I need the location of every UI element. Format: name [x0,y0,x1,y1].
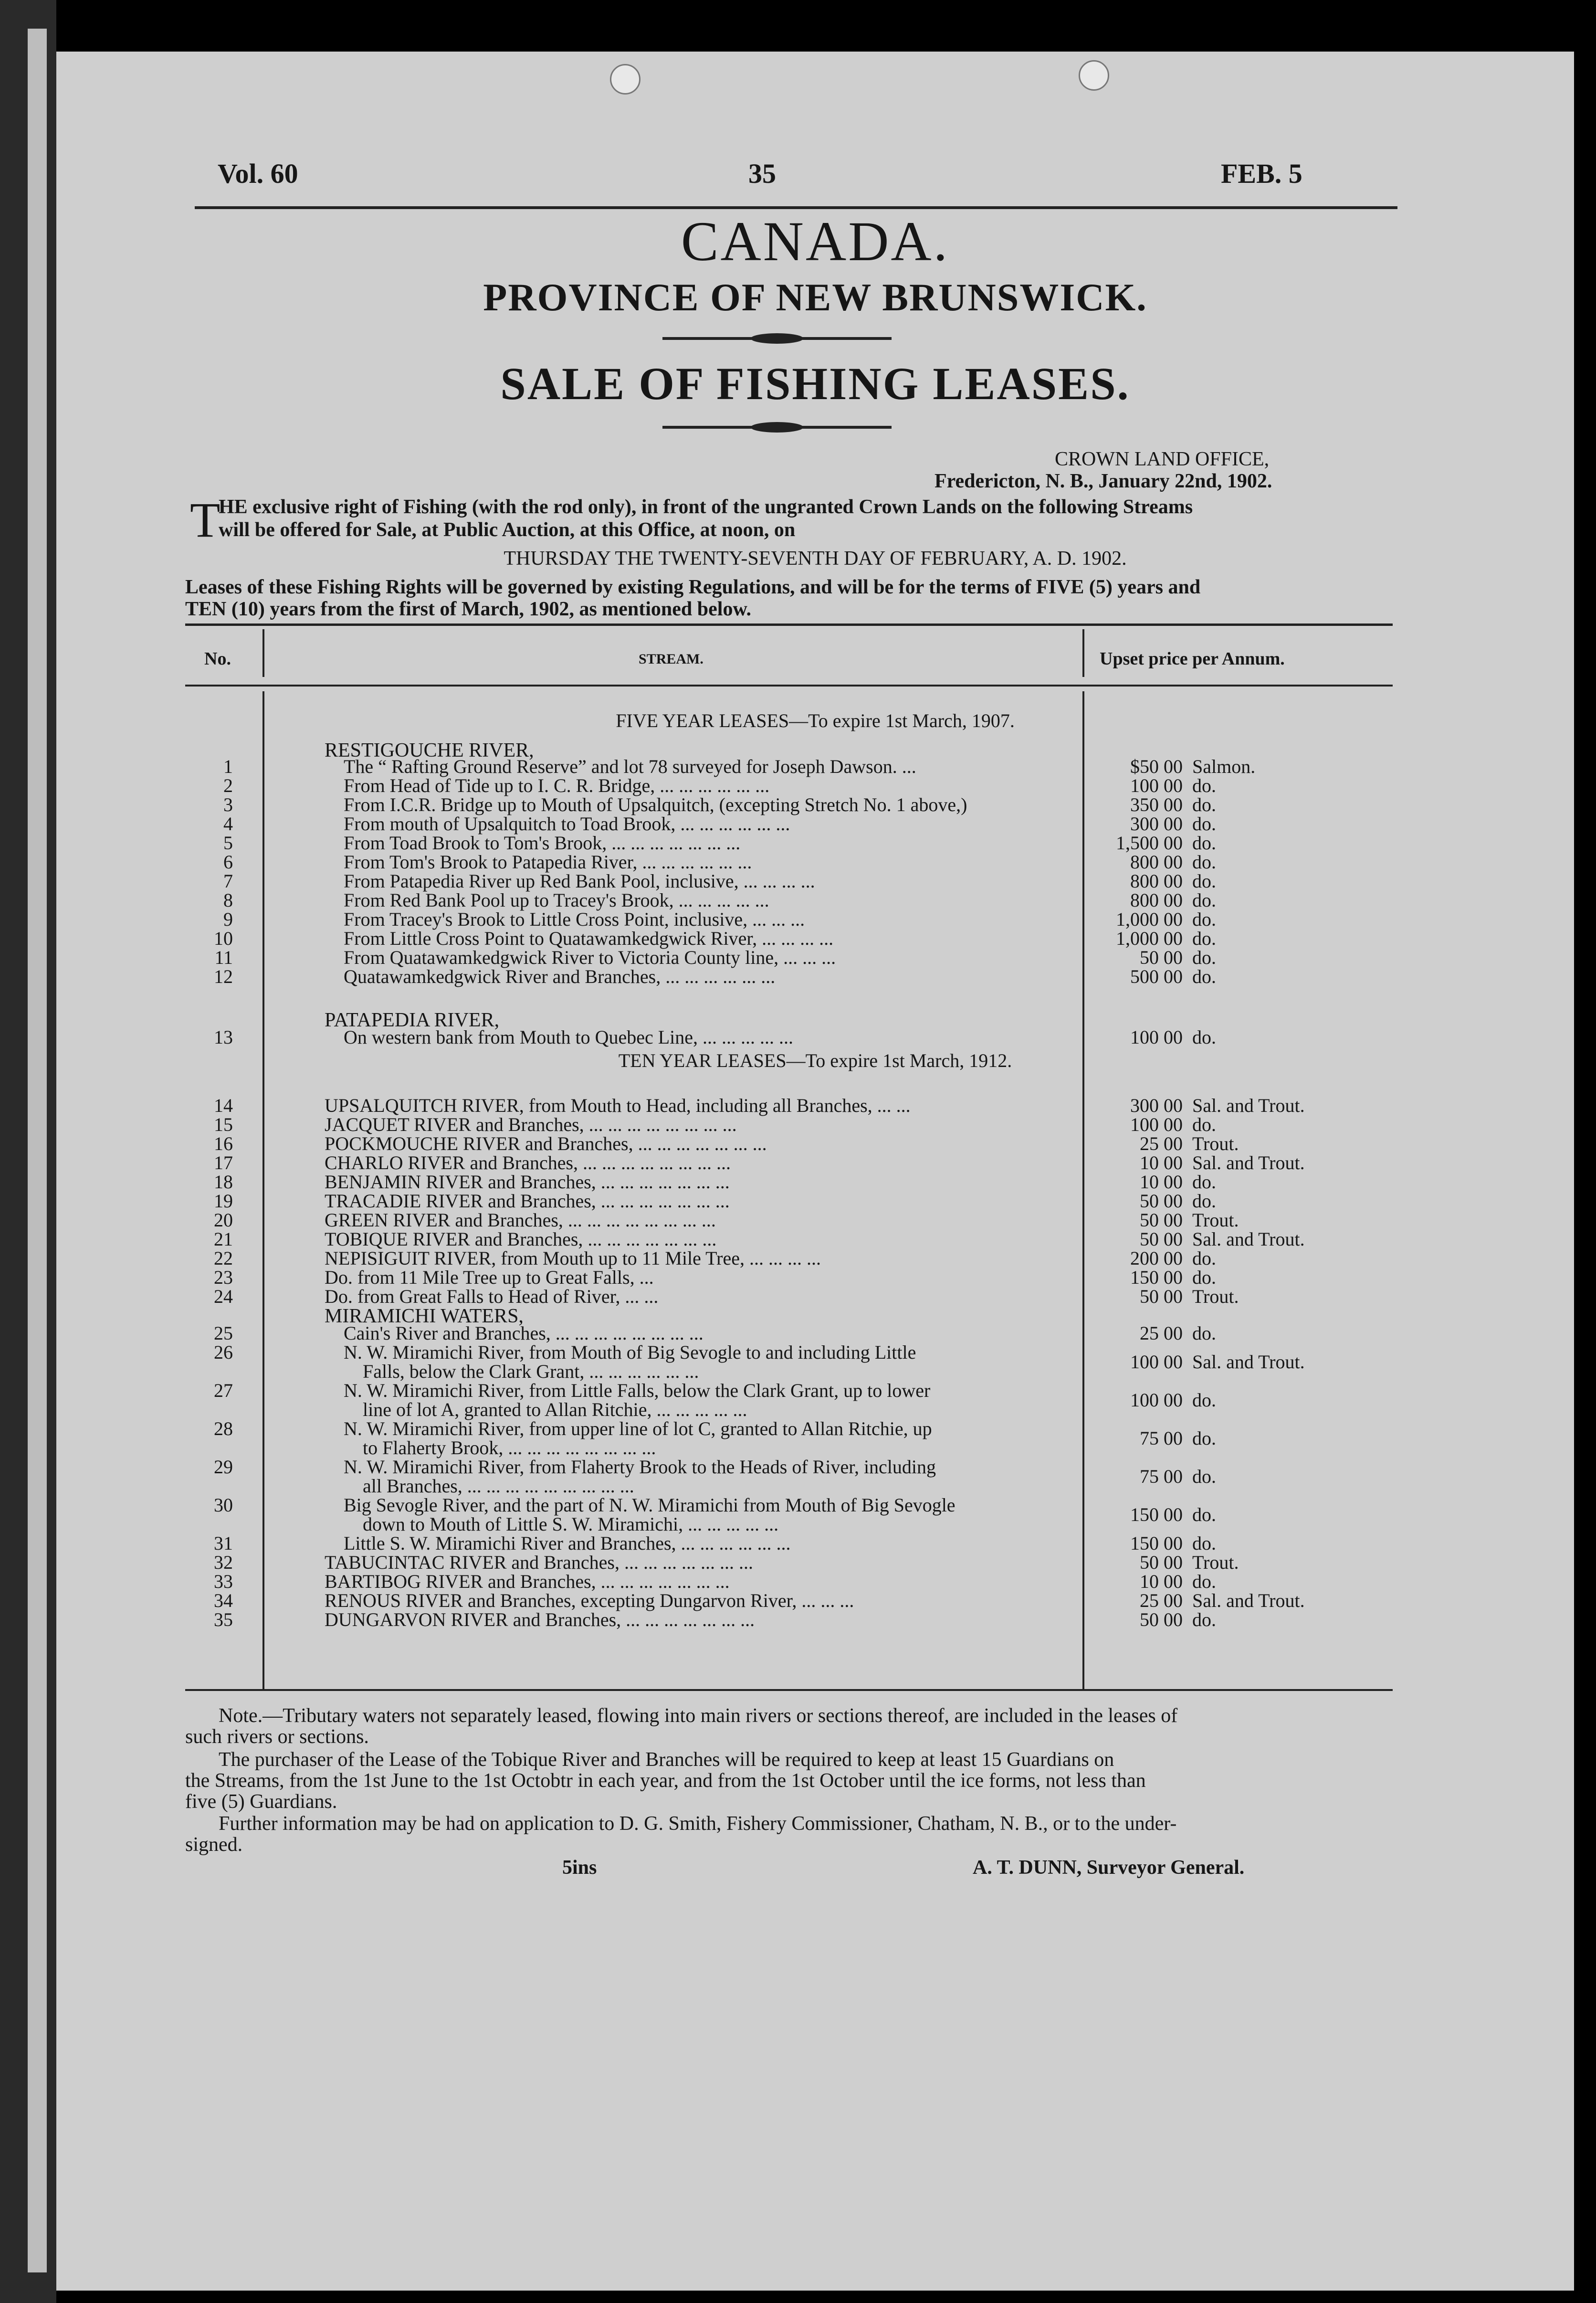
upset-price: 50 00 [1140,947,1183,968]
upset-price: 150 00 [1130,1532,1183,1554]
upset-price: 100 00 [1130,1114,1183,1135]
stream-description: Little S. W. Miramichi River and Branches, ... ... ... ... ... ... [344,1532,791,1554]
fish-kind: do. [1192,1190,1216,1212]
row-number: 32 [214,1552,233,1573]
row-number: 12 [214,966,233,987]
note-3b: signed. [185,1834,243,1856]
auction-date: THURSDAY THE TWENTY-SEVENTH DAY OF FEBRUARY, A. D. 1902. [504,548,1127,570]
stream-description: TOBIQUE RIVER and Branches, ... ... ... ... ... ... ... [325,1228,717,1250]
stream-description: NEPISIGUIT RIVER, from Mouth up to 11 Mile Tree, ... ... ... ... [325,1247,821,1269]
row-number: 7 [223,870,233,892]
column-header-price: Upset price per Annum. [1100,649,1285,669]
stream-description: TRACADIE RIVER and Branches, ... ... ... ... ... ... ... [325,1190,730,1212]
fish-kind: do. [1192,813,1216,835]
stream-description: On western bank from Mouth to Quebec Line, ... ... ... ... ... [344,1026,794,1048]
upset-price: 800 00 [1130,870,1183,892]
fish-kind: Trout. [1192,1552,1239,1573]
row-number: 24 [214,1286,233,1307]
fish-kind: do. [1192,1026,1216,1048]
table-row [56,872,1574,891]
upset-price: 300 00 [1130,1095,1183,1116]
upset-price: 75 00 [1140,1466,1183,1487]
row-number: 3 [223,794,233,815]
table-row [56,1494,1574,1535]
row-number: 14 [214,1095,233,1116]
stream-description: TABUCINTAC RIVER and Branches, ... ... ... ... ... ... ... [325,1552,753,1573]
document-page [56,52,1574,2291]
group-restigouche: RESTIGOUCHE RIVER, [325,739,534,761]
stream-description-continued: Falls, below the Clark Grant, ... ... ... ... ... ... [363,1361,699,1382]
table-row [56,1591,1574,1610]
row-number: 19 [214,1190,233,1212]
stream-description: Big Sevogle River, and the part of N. W. Miramichi from Mouth of Big Sevogle [344,1494,956,1516]
row-number: 18 [214,1171,233,1193]
stream-description: From Little Cross Point to Quatawamkedgwick River, ... ... ... ... [344,928,834,949]
fish-kind: do. [1192,1427,1216,1449]
table-row [56,776,1574,795]
title-country: CANADA. [681,210,950,273]
upset-price: 25 00 [1140,1322,1183,1344]
upset-price: 200 00 [1130,1247,1183,1269]
fish-kind: do. [1192,1389,1216,1411]
table-row [56,891,1574,910]
drop-cap: T [190,493,220,548]
stream-description: Do. from Great Falls to Head of River, ... ... [325,1286,659,1307]
stream-description: BENJAMIN RIVER and Branches, ... ... ... ... ... ... ... [325,1171,730,1193]
table-row [56,1456,1574,1497]
table-row [56,814,1574,834]
upset-price: 10 00 [1140,1571,1183,1592]
column-divider [1082,629,1084,677]
facing-page-edge [0,0,56,2303]
fish-kind: do. [1192,1171,1216,1193]
stream-description: CHARLO RIVER and Branches, ... ... ... ... ... ... ... ... [325,1152,731,1173]
row-number: 5 [223,832,233,854]
upset-price: 500 00 [1130,966,1183,987]
table-row [56,1610,1574,1629]
note-1b: such rivers or sections. [185,1726,369,1748]
table-row [56,1418,1574,1458]
stream-description: From Tom's Brook to Patapedia River, ... ... ... ... ... ... [344,851,752,873]
upset-price: 25 00 [1140,1133,1183,1154]
note-1a: Note.—Tributary waters not separately leased, flowing into main rivers or sections thereof, are included in the leases of [219,1705,1178,1727]
upset-price: 50 00 [1140,1190,1183,1212]
table-row [56,1028,1574,1047]
fish-kind: do. [1192,1322,1216,1344]
note-2c: five (5) Guardians. [185,1791,337,1813]
fish-kind: do. [1192,1609,1216,1630]
stream-description: N. W. Miramichi River, from Little Falls, below the Clark Grant, up to lower [344,1380,931,1401]
table-row [56,1192,1574,1211]
table-top-rule [185,623,1393,626]
stream-description-continued: all Branches, ... ... ... ... ... ... ... ... ... [363,1475,634,1497]
fish-kind: do. [1192,794,1216,815]
issue-date: FEB. 5 [1221,158,1302,189]
upset-price: 75 00 [1140,1427,1183,1449]
table-row [56,1173,1574,1192]
fish-kind: do. [1192,832,1216,854]
upset-price: 100 00 [1130,775,1183,796]
table-row [56,1096,1574,1115]
upset-price: 50 00 [1140,1609,1183,1630]
row-number: 22 [214,1247,233,1269]
table-row [56,967,1574,986]
ten-year-heading: TEN YEAR LEASES—To expire 1st March, 1912. [618,1050,1012,1071]
table-row [56,910,1574,929]
table-row [56,795,1574,814]
fish-kind: Trout. [1192,1133,1239,1154]
upset-price: $50 00 [1130,756,1183,777]
row-number: 13 [214,1026,233,1048]
row-number: 10 [214,928,233,949]
upset-price: 100 00 [1130,1351,1183,1373]
stream-description: The “ Rafting Ground Reserve” and lot 78 surveyed for Joseph Dawson. ... [344,756,916,777]
intro-line-2: will be offered for Sale, at Public Auction, at this Office, at noon, on [219,519,796,541]
fish-kind: Sal. and Trout. [1192,1152,1305,1173]
five-year-heading: FIVE YEAR LEASES—To expire 1st March, 1907. [616,710,1015,731]
fish-kind: Trout. [1192,1286,1239,1307]
upset-price: 50 00 [1140,1552,1183,1573]
fish-kind: do. [1192,851,1216,873]
table-row [56,1553,1574,1572]
upset-price: 100 00 [1130,1389,1183,1411]
stream-description-continued: to Flaherty Brook, ... ... ... ... ... ... ... ... [363,1437,656,1458]
upset-price: 1,000 00 [1116,909,1183,930]
upset-price: 10 00 [1140,1152,1183,1173]
row-number: 11 [214,947,233,968]
note-2b: the Streams, from the 1st June to the 1st Octobtr in each year, and from the 1st October until the ice forms, not less than [185,1770,1146,1792]
row-number: 26 [214,1342,233,1363]
upset-price: 1,500 00 [1116,832,1183,854]
fish-kind: do. [1192,928,1216,949]
table-row [56,853,1574,872]
row-number: 25 [214,1322,233,1344]
row-number: 8 [223,889,233,911]
upset-price: 800 00 [1130,851,1183,873]
stream-description: Quatawamkedgwick River and Branches, ... ... ... ... ... ... [344,966,776,987]
fish-kind: do. [1192,1114,1216,1135]
stream-description: N. W. Miramichi River, from Flaherty Brook to the Heads of River, including [344,1456,936,1478]
stream-description: UPSALQUITCH RIVER, from Mouth to Head, including all Branches, ... ... [325,1095,911,1116]
table-row [56,1153,1574,1173]
office-name: CROWN LAND OFFICE, [1055,448,1270,470]
table-row [56,1572,1574,1591]
title-province: PROVINCE OF NEW BRUNSWICK. [483,275,1147,319]
upset-price: 800 00 [1130,889,1183,911]
upset-price: 100 00 [1130,1026,1183,1048]
stream-description: JACQUET RIVER and Branches, ... ... ... ... ... ... ... ... [325,1114,737,1135]
table-row [56,1211,1574,1230]
volume-number: Vol. 60 [218,158,298,189]
stream-description: DUNGARVON RIVER and Branches, ... ... ... ... ... ... ... [325,1609,755,1630]
upset-price: 50 00 [1140,1228,1183,1250]
stream-description-continued: down to Mouth of Little S. W. Miramichi, ... ... ... ... ... [363,1513,779,1535]
fish-kind: Sal. and Trout. [1192,1095,1305,1116]
fish-kind: do. [1192,1571,1216,1592]
row-number: 6 [223,851,233,873]
fish-kind: do. [1192,909,1216,930]
table-row [56,1287,1574,1306]
insertion-code: 5ins [562,1857,597,1879]
stream-description: From Red Bank Pool up to Tracey's Brook, ... ... ... ... ... [344,889,769,911]
fish-kind: Sal. and Trout. [1192,1228,1305,1250]
fish-kind: Trout. [1192,1209,1239,1231]
row-number: 9 [223,909,233,930]
fish-kind: do. [1192,1247,1216,1269]
ornamental-rule [662,426,892,429]
row-number: 1 [223,756,233,777]
group-miramichi: MIRAMICHI WATERS, [325,1305,524,1327]
upset-price: 150 00 [1130,1267,1183,1288]
row-number: 31 [214,1532,233,1554]
note-3a: Further information may be had on application to D. G. Smith, Fishery Commissioner, Chatham, N. B., or to the under- [219,1813,1177,1835]
fish-kind: do. [1192,870,1216,892]
row-number: 34 [214,1590,233,1611]
table-row [56,834,1574,853]
upset-price: 10 00 [1140,1171,1183,1193]
signature: A. T. DUNN, Surveyor General. [973,1857,1245,1879]
fish-kind: do. [1192,1466,1216,1487]
table-row [56,757,1574,776]
table-row [56,1268,1574,1287]
row-number: 23 [214,1267,233,1288]
table-row [56,1324,1574,1343]
row-number: 27 [214,1380,233,1401]
stream-description: GREEN RIVER and Branches, ... ... ... ... ... ... ... ... [325,1209,716,1231]
title-heading: SALE OF FISHING LEASES. [500,358,1130,409]
table-row [56,1534,1574,1553]
ornamental-rule [662,337,892,340]
stream-description: Cain's River and Branches, ... ... ... ... ... ... ... ... [344,1322,704,1344]
page-number: 35 [748,158,776,189]
row-number: 16 [214,1133,233,1154]
table-row [56,1115,1574,1134]
table-row [56,1249,1574,1268]
office-place-date: Fredericton, N. B., January 22nd, 1902. [934,470,1272,492]
fish-kind: Sal. and Trout. [1192,1351,1305,1373]
stream-description: N. W. Miramichi River, from Mouth of Big Sevogle to and including Little [344,1342,916,1363]
table-row [56,1342,1574,1382]
binding-hole [1079,60,1109,91]
stream-description: From I.C.R. Bridge up to Mouth of Upsalquitch, (excepting Stretch No. 1 above,) [344,794,967,815]
table-row [56,1134,1574,1153]
stream-description-continued: line of lot A, granted to Allan Ritchie, ... ... ... ... ... [363,1399,747,1420]
row-number: 29 [214,1456,233,1478]
row-number: 33 [214,1571,233,1592]
terms-line-1: Leases of these Fishing Rights will be governed by existing Regulations, and will be for the terms of FIVE (5) years and [185,576,1201,598]
row-number: 2 [223,775,233,796]
fish-kind: do. [1192,1267,1216,1288]
table-row [56,1380,1574,1420]
upset-price: 50 00 [1140,1209,1183,1231]
row-number: 21 [214,1228,233,1250]
stream-description: Do. from 11 Mile Tree up to Great Falls, ... [325,1267,654,1288]
column-divider [262,629,264,677]
binding-hole [610,64,640,95]
upset-price: 25 00 [1140,1590,1183,1611]
note-2a: The purchaser of the Lease of the Tobique River and Branches will be required to keep at least 15 Guardians on [219,1749,1114,1771]
row-number: 35 [214,1609,233,1630]
table-row [56,1230,1574,1249]
stream-description: From Toad Brook to Tom's Brook, ... ... ... ... ... ... ... [344,832,741,854]
table-row [56,929,1574,948]
stream-description: N. W. Miramichi River, from upper line of lot C, granted to Allan Ritchie, up [344,1418,932,1439]
table-bottom-rule [185,1689,1393,1691]
stream-description: RENOUS RIVER and Branches, excepting Dungarvon River, ... ... ... [325,1590,854,1611]
stream-description: From Head of Tide up to I. C. R. Bridge, ... ... ... ... ... ... [344,775,770,796]
stream-description: From Quatawamkedgwick River to Victoria County line, ... ... ... [344,947,836,968]
row-number: 30 [214,1494,233,1516]
upset-price: 150 00 [1130,1504,1183,1525]
row-number: 15 [214,1114,233,1135]
upset-price: 350 00 [1130,794,1183,815]
fish-kind: do. [1192,1532,1216,1554]
row-number: 4 [223,813,233,835]
upset-price: 1,000 00 [1116,928,1183,949]
column-header-stream: STREAM. [639,651,704,667]
stream-description: BARTIBOG RIVER and Branches, ... ... ... ... ... ... ... [325,1571,730,1592]
row-number: 20 [214,1209,233,1231]
fish-kind: Salmon. [1192,756,1256,777]
group-patapedia: PATAPEDIA RIVER, [325,1009,500,1031]
stream-description: POCKMOUCHE RIVER and Branches, ... ... ... ... ... ... ... [325,1133,767,1154]
row-number: 28 [214,1418,233,1439]
upset-price: 50 00 [1140,1286,1183,1307]
intro-line-1: HE exclusive right of Fishing (with the rod only), in front of the ungranted Crown Lands on the following Streams [219,496,1193,518]
fish-kind: do. [1192,889,1216,911]
fish-kind: do. [1192,775,1216,796]
table-header-rule [185,685,1393,687]
fish-kind: do. [1192,947,1216,968]
table-row [56,948,1574,967]
fish-kind: Sal. and Trout. [1192,1590,1305,1611]
row-number: 17 [214,1152,233,1173]
fish-kind: do. [1192,1504,1216,1525]
column-header-no: No. [204,649,231,669]
fish-kind: do. [1192,966,1216,987]
upset-price: 300 00 [1130,813,1183,835]
stream-description: From mouth of Upsalquitch to Toad Brook, ... ... ... ... ... ... [344,813,790,835]
terms-line-2: TEN (10) years from the first of March, 1902, as mentioned below. [185,598,751,620]
stream-description: From Tracey's Brook to Little Cross Point, inclusive, ... ... ... [344,909,805,930]
stream-description: From Patapedia River up Red Bank Pool, inclusive, ... ... ... ... [344,870,815,892]
